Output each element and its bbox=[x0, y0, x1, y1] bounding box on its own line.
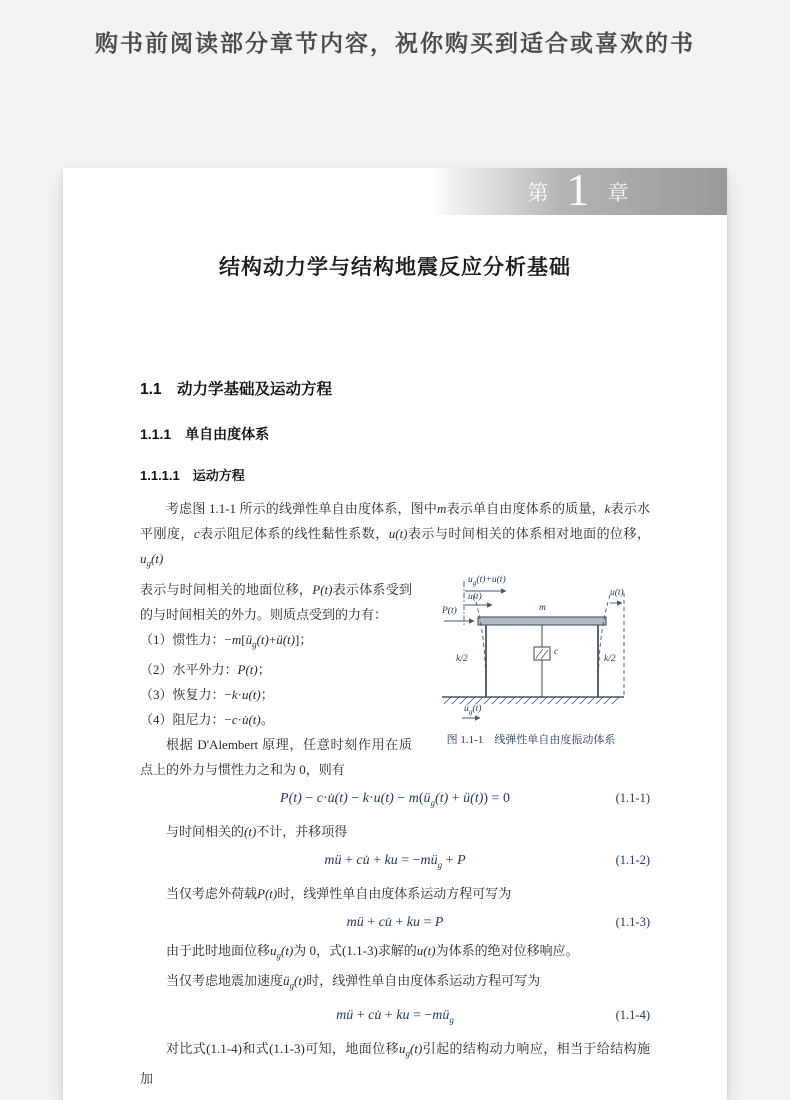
body-paragraph-7: 对比式(1.1-4)和式(1.1-3)可知，地面位移$u_g(t)$引起的结构动力响应，相当于给结构施加 bbox=[140, 1040, 650, 1087]
section-heading-1-1-1-1: 1.1.1.1 运动方程 bbox=[140, 468, 245, 483]
sdof-diagram bbox=[412, 574, 650, 724]
figure-caption: 图 1.1-1 线弹性单自由度振动体系 bbox=[446, 733, 616, 746]
equation-1-expression: P(t) − c·u̇(t) − $k\cdot u(t) - m(ü_g(t)$ + ü(t)) = 0 bbox=[280, 791, 510, 808]
figure-label-damper: c bbox=[554, 646, 559, 657]
figure-label-total-displacement: $u_g(t)+u(t)$ bbox=[468, 574, 506, 587]
force-list-item-2: （2）水平外力：P(t)； bbox=[140, 662, 271, 678]
deflection-curves bbox=[474, 593, 624, 697]
figure-label-stiffness-right: k/2 bbox=[604, 653, 616, 664]
equation-1-1-1 bbox=[140, 784, 650, 817]
body-paragraph-4: 当仅考虑外荷载P(t)时，线弹性单自由度体系运动方程可写为 bbox=[166, 885, 512, 901]
body-paragraph-6: 当仅考虑地震加速度$ü_g(t)$时，线弹性单自由度体系运动方程可写为 bbox=[166, 973, 541, 991]
figure-label-ground-acceleration: $ü_g(t)$ bbox=[464, 703, 482, 716]
force-list-item-4: （4）阻尼力：−c·u̇(t)。 bbox=[140, 712, 274, 728]
equation-1-1-2 bbox=[140, 846, 650, 879]
body-paragraph-3: 与时间相关的(t)不计，并移项得 bbox=[166, 823, 348, 839]
left-text-column bbox=[140, 577, 412, 783]
annotation-arrows bbox=[444, 587, 624, 718]
equation-1-1-3 bbox=[140, 908, 650, 936]
equation-3-expression: mü + cu̇ + ku = P bbox=[346, 914, 444, 930]
damper-group bbox=[534, 625, 550, 697]
figure-label-external-force: P(t) bbox=[442, 605, 457, 616]
figure-label-stiffness-left: k/2 bbox=[456, 653, 468, 664]
figure-1-1-1 bbox=[412, 574, 650, 783]
chapter-title: 结构动力学与结构地震反应分析基础 bbox=[219, 256, 571, 279]
figure-label-displacement-right: u(t) bbox=[610, 587, 624, 598]
body-paragraph-continued: 表示与时间相关的地面位移，P(t)表示体系受到的与时间相关的外力。则质点受到的力有： bbox=[140, 581, 412, 622]
body-text bbox=[140, 496, 650, 1091]
chapter-number: 1 bbox=[566, 163, 590, 215]
chapter-suffix: 章 bbox=[607, 181, 629, 205]
body-paragraph-intro: 考虑图 1.1-1 所示的线弹性单自由度体系，图中m表示单自由度体系的质量，k表示水平刚度，c表示阻尼体系的线性黏性系数，u(t)表示与时间相关的体系相对地面的位移，$u_g(t)$ bbox=[140, 501, 650, 569]
equation-1-number: (1.1-1) bbox=[615, 791, 650, 806]
equation-3-number: (1.1-3) bbox=[615, 914, 650, 929]
body-paragraph-5: 由于此时地面位移$u_g(t)$为 0，式(1.1-3)求解的u(t)为体系的绝对位移响应。 bbox=[166, 942, 579, 961]
chapter-prefix: 第 bbox=[527, 181, 549, 205]
body-paragraph-dalembert: 根据 D'Alembert 原理，任意时刻作用在质点上的外力与惯性力之和为 0，则有 bbox=[140, 737, 412, 778]
equation-1-1-4 bbox=[140, 1001, 650, 1034]
figure-label-relative-displacement: u(t) bbox=[468, 591, 482, 602]
force-list-item-3: （3）恢复力：−k·u(t)； bbox=[140, 687, 274, 703]
chapter-bar bbox=[429, 163, 727, 215]
equation-2-expression: mü + cu̇ + ku = $-mü_g + P$ bbox=[324, 852, 466, 870]
figure-label-mass: m bbox=[539, 602, 546, 613]
sdof-diagram-svg bbox=[412, 579, 650, 724]
equation-4-expression: mü + cu̇ + ku = $-mü_g$ bbox=[336, 1007, 454, 1025]
book-page bbox=[63, 163, 727, 1100]
banner-text: 购书前阅读部分章节内容，祝你购买到适合或喜欢的书 bbox=[95, 30, 695, 56]
section-heading-1-1: 1.1 动力学基础及运动方程 bbox=[140, 381, 333, 398]
text-and-figure-row bbox=[140, 574, 650, 783]
section-heading-1-1-1: 1.1.1 单自由度体系 bbox=[140, 426, 270, 442]
equation-2-number: (1.1-2) bbox=[615, 852, 650, 867]
force-list-item-1: （1）惯性力：$-m[ü_g(t)+ü(t)]$； bbox=[140, 631, 313, 650]
ground-group bbox=[442, 697, 624, 704]
equation-4-number: (1.1-4) bbox=[615, 1007, 650, 1022]
